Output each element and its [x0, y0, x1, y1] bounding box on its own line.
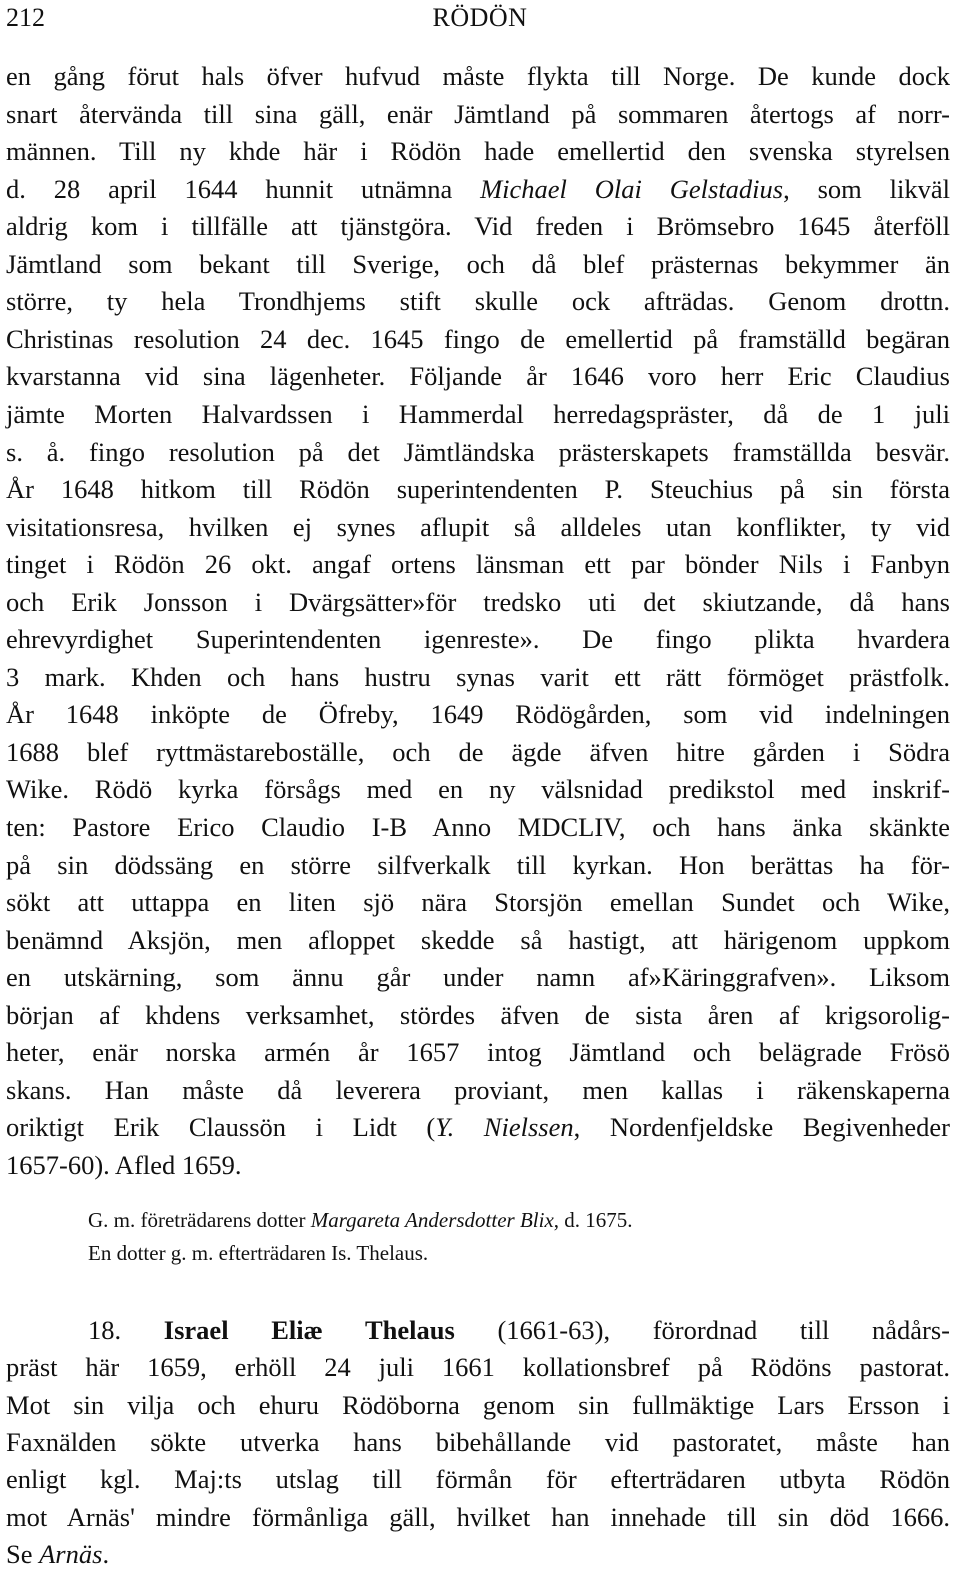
text-run: heter, enär norska armén år 1657 intog Jämtland och belägrade Frösö	[6, 1037, 950, 1068]
bold-name: Israel Eliæ Thelaus	[163, 1315, 455, 1345]
text-line	[6, 1498, 950, 1536]
text-run: en utskärning, som ännu går under namn af»Käringgrafven». Liksom	[6, 962, 950, 993]
page-number: 212	[6, 3, 45, 32]
text-line	[6, 470, 950, 508]
text-line	[6, 846, 950, 884]
page-header	[0, 0, 960, 40]
text-line	[6, 958, 950, 996]
text-run: Mot sin vilja och ehuru Rödöborna genom sin fullmäktige Lars Ersson i	[6, 1389, 950, 1420]
text-run: männen. Till ny khde här i Rödön hade emellertid den svenska styrelsen	[6, 136, 950, 167]
text-line	[6, 583, 950, 621]
text-run: (1661-63), förordnad till nådårs-	[454, 1315, 950, 1345]
text-line	[6, 620, 950, 658]
text-line	[6, 395, 950, 433]
text-line	[6, 1460, 950, 1498]
text-run: benämnd Aksjön, men afloppet skedde så hastigt, att härigenom uppkom	[6, 924, 950, 955]
text-line	[6, 1146, 242, 1184]
text-run: G. m. företrädarens dotter	[88, 1208, 311, 1232]
text-run: 18.	[88, 1315, 164, 1345]
footnote-line	[88, 1238, 428, 1268]
text-run: enligt kgl. Maj:ts utslag till förmån för efterträdaren utbyta Rödön	[6, 1464, 950, 1495]
text-line	[6, 57, 950, 95]
text-line	[6, 282, 950, 320]
text-line	[6, 170, 950, 208]
italic-name: Y. Nielssen	[435, 1112, 574, 1143]
text-run: År 1648 inköpte de Öfreby, 1649 Rödögården, som vid indelningen	[6, 699, 950, 730]
text-run: Se	[6, 1538, 40, 1569]
text-run: på sin dödssäng en större silfverkalk till kyrkan. Hon berättas ha för-	[6, 849, 950, 880]
text-line	[6, 508, 950, 546]
text-run: .	[102, 1538, 110, 1569]
text-run: , Nordenfjeldske Begivenheder	[573, 1112, 951, 1143]
text-run: d. 28 april 1644 hunnit utnämna	[6, 173, 481, 204]
text-run: kvarstanna vid sina lägenheter. Följande år 1646 voro herr Eric Claudius	[6, 361, 950, 392]
text-line	[6, 320, 950, 358]
text-run: präst här 1659, erhöll 24 juli 1661 kollationsbref på Rödöns pastorat.	[6, 1352, 950, 1383]
text-line	[6, 808, 950, 846]
text-run: oriktigt Erik Claussön i Lidt (	[6, 1112, 436, 1143]
text-line	[6, 733, 950, 771]
text-run: 1657-60). Afled 1659.	[6, 1149, 242, 1180]
text-line	[6, 357, 950, 395]
text-run: Christinas resolution 24 dec. 1645 fingo de emellertid på framställd begäran	[6, 323, 950, 354]
text-run: sökt att uttappa en liten sjö nära Storsjön emellan Sundet och Wike,	[6, 887, 950, 918]
text-run: aldrig kom i tillfälle att tjänstgöra. Vid freden i Brömsebro 1645 återföll	[6, 211, 950, 242]
text-line	[6, 996, 950, 1034]
text-line	[6, 1033, 950, 1071]
running-head: RÖDÖN	[432, 3, 528, 32]
text-line	[6, 1386, 950, 1424]
text-run: skans. Han måste då leverera proviant, men kallas i räkenskaperna	[6, 1074, 950, 1105]
text-run: jämte Morten Halvardssen i Hammerdal herredagspräster, då de 1 juli	[6, 398, 950, 429]
text-run: större, ty hela Trondhjems stift skulle ock afträdas. Genom drottn.	[6, 286, 950, 317]
text-run: En dotter g. m. efterträdaren Is. Thelaus.	[88, 1241, 429, 1265]
text-run: 1688 blef ryttmästareboställe, och de ägde äfven hitre gården i Södra	[6, 736, 950, 767]
text-run: en gång förut hals öfver hufvud måste flykta till Norge. De kunde dock	[6, 61, 950, 91]
text-run: och Erik Jonsson i Dvärgsätter»för tredsko uti det skiutzande, då hans	[6, 586, 950, 617]
text-run: s. å. fingo resolution på det Jämtländska prästerskapets framställda besvär.	[6, 436, 950, 467]
text-line	[6, 245, 950, 283]
italic-name: Michael Olai Gelstadius	[480, 173, 784, 204]
text-run: mot Arnäs' mindre förmånliga gäll, hvilket han innehade till sin död 1666.	[6, 1501, 950, 1532]
text-run: visitationsresa, hvilken ej synes aflupit så alldeles utan konflikter, ty vid	[6, 511, 950, 542]
text-run: ten: Pastore Erico Claudio I-B Anno MDCLIV, och hans änka skänkte	[6, 812, 950, 842]
text-run: början af khdens verksamhet, stördes äfven de sista åren af krigsorolig-	[6, 999, 950, 1030]
text-line	[6, 433, 950, 471]
text-line	[6, 658, 950, 696]
text-run: ehrevyrdighet Superintendenten igenreste». De fingo plikta hvardera	[6, 624, 950, 655]
text-line	[6, 1423, 950, 1461]
text-line	[6, 921, 950, 959]
text-line	[6, 1108, 950, 1146]
text-line	[6, 770, 950, 808]
text-line	[6, 95, 950, 133]
text-line	[6, 1071, 950, 1109]
text-run: Jämtland som bekant till Sverige, och då blef prästernas bekymmer än	[6, 248, 950, 279]
text-line	[6, 883, 950, 921]
text-run: , d. 1675.	[553, 1208, 633, 1232]
text-line	[6, 1535, 109, 1573]
text-line	[6, 1348, 950, 1386]
italic-name: Arnäs	[39, 1538, 103, 1569]
text-line	[6, 695, 950, 733]
text-run: snart återvända till sina gäll, enär Jämtland på sommaren återtogs af norr-	[6, 98, 950, 129]
text-line	[6, 132, 950, 170]
text-run: År 1648 hitkom till Rödön superintendenten P. Steuchius på sin första	[6, 474, 950, 505]
italic-name: Margareta Andersdotter Blix	[310, 1208, 554, 1232]
entry-heading-line	[88, 1311, 950, 1349]
text-line	[6, 545, 950, 583]
text-run: Wike. Rödö kyrka försågs med en ny välsnidad predikstol med inskrif-	[6, 774, 950, 805]
text-run: 3 mark. Khden och hans hustru synas varit ett rätt förmöget prästfolk.	[6, 661, 950, 692]
text-run: tinget i Rödön 26 okt. angaf ortens länsman ett par bönder Nils i Fanbyn	[6, 549, 950, 580]
footnote-line	[88, 1205, 633, 1235]
text-line	[6, 207, 950, 245]
text-run: , som likväl	[783, 173, 950, 204]
text-run: Faxnälden sökte utverka hans bibehållande vid pastoratet, måste han	[6, 1426, 950, 1457]
